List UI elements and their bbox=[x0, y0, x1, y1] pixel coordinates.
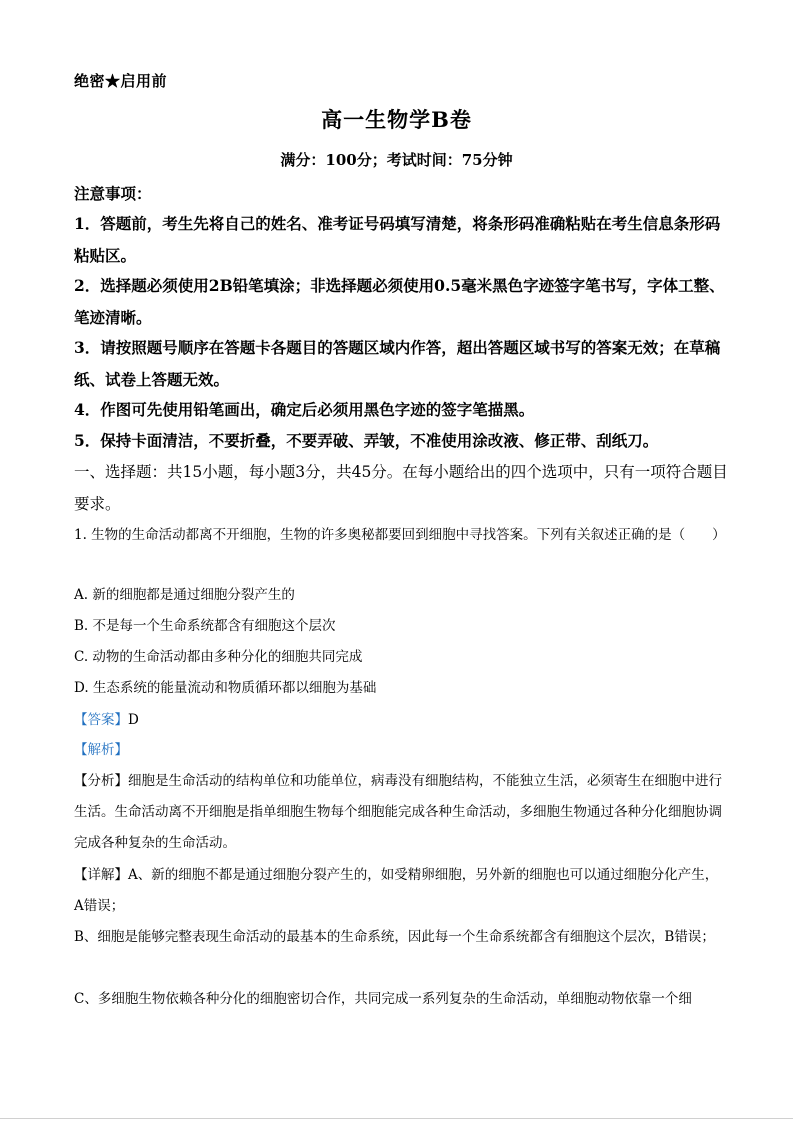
option-c: C. 动物的生命活动都由多种分化的细胞共同完成 bbox=[74, 649, 363, 665]
xiangjie-paragraph-a bbox=[74, 860, 724, 922]
xiangjie-label: 【详解】 bbox=[74, 867, 128, 883]
fenxi-label: 【分析】 bbox=[74, 773, 128, 789]
page-bottom-divider bbox=[0, 1118, 793, 1119]
answer-line bbox=[74, 705, 724, 736]
notice-item-3: 3．请按照题号顺序在答题卡各题目的答题区域内作答，超出答题区域书写的答案无效；在草稿纸、试卷上答题无效。 bbox=[74, 338, 721, 389]
notice-item-4: 4．作图可先使用铅笔画出，确定后必须用黑色字迹的签字笔描黑。 bbox=[74, 400, 535, 419]
xiangjie-a-text: A、新的细胞不都是通过细胞分裂产生的，如受精卵细胞，另外新的细胞也可以通过细胞分化产生，A错误； bbox=[74, 867, 719, 914]
analysis-line bbox=[74, 735, 724, 766]
notice-heading: 注意事项： bbox=[74, 184, 152, 203]
analysis-label: 【解析】 bbox=[74, 742, 128, 758]
option-b: B. 不是每一个生命系统都含有细胞这个层次 bbox=[74, 618, 336, 634]
confidential-label: 绝密★启用前 bbox=[74, 72, 168, 90]
option-a: A. 新的细胞都是通过细胞分裂产生的 bbox=[74, 587, 295, 603]
exam-info: 满分：100分；考试时间：75分钟 bbox=[280, 151, 513, 169]
answer-value: D bbox=[128, 712, 139, 728]
section-heading bbox=[74, 456, 734, 520]
notice-item-2: 2．选择题必须使用2B铅笔填涂；非选择题必须使用0.5毫米黑色字迹签字笔书写，字体工整、笔迹清晰。 bbox=[74, 276, 725, 327]
answer-label: 【答案】 bbox=[74, 712, 128, 728]
xiangjie-paragraph-b: B、细胞是能够完整表现生命活动的最基本的生命系统，因此每一个生命系统都含有细胞这个层次，B错误； bbox=[74, 929, 715, 945]
fenxi-text: 细胞是生命活动的结构单位和功能单位，病毒没有细胞结构，不能独立生活，必须寄生在细胞中进行生活。生命活动离不开细胞是指单细胞生物每个细胞能完成各种生命活动，多细胞生物通过各种分化细胞协调完成各种复杂的生命活动。 bbox=[74, 773, 722, 851]
xiangjie-paragraph-c: C、多细胞生物依赖各种分化的细胞密切合作，共同完成一系列复杂的生命活动，单细胞动物依靠一个细 bbox=[74, 991, 692, 1007]
question-stem: 1. 生物的生命活动都离不开细胞，生物的许多奥秘都要回到细胞中寻找答案。下列有关叙述正确的是（ ） bbox=[74, 527, 726, 543]
section-heading-text: 一、选择题：共15小题，每小题3分，共45分。在每小题给出的四个选项中，只有一项符合题目要求。 bbox=[74, 463, 728, 513]
fenxi-paragraph bbox=[74, 766, 724, 859]
notice-item-5: 5．保持卡面清洁，不要折叠，不要弄破、弄皱，不准使用涂改液、修正带、刮纸刀。 bbox=[74, 431, 659, 450]
notice-item-1: 1．答题前，考生先将自己的姓名、准考证号码填写清楚，将条形码准确粘贴在考生信息条形码粘贴区。 bbox=[74, 214, 721, 265]
option-d: D. 生态系统的能量流动和物质循环都以细胞为基础 bbox=[74, 680, 377, 696]
page-title: 高一生物学B卷 bbox=[321, 107, 472, 132]
